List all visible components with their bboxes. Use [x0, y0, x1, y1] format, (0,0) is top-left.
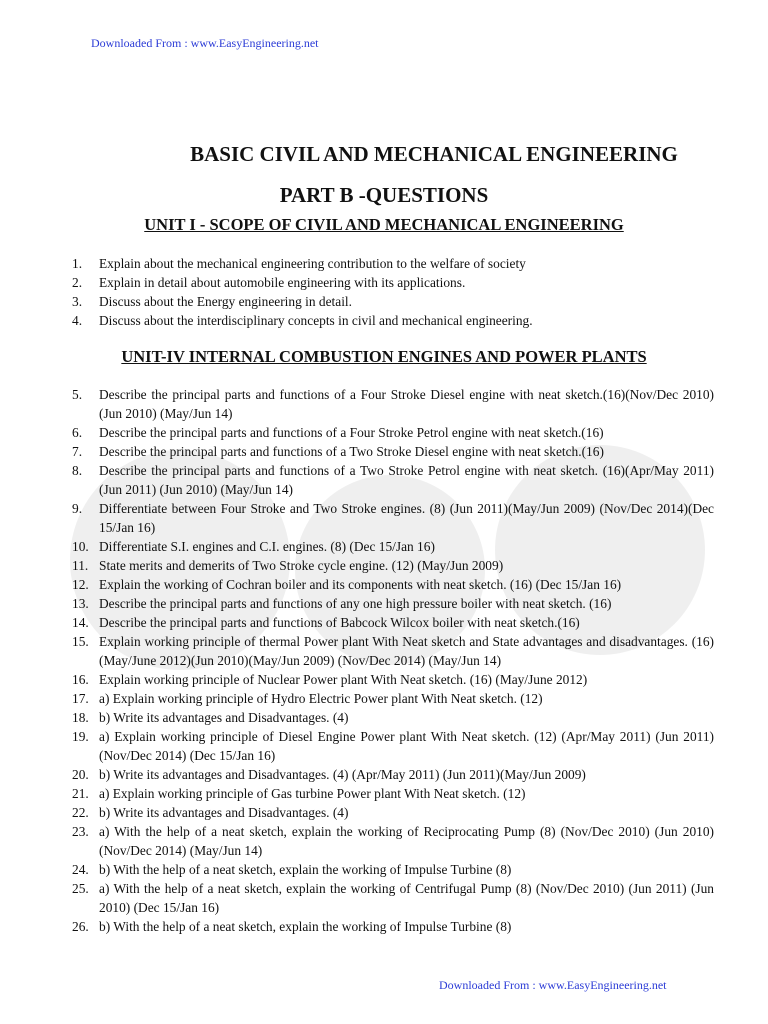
question-number: 23.: [72, 824, 89, 839]
question-number: 13.: [72, 596, 89, 611]
question-number: 3.: [72, 294, 83, 309]
question-text: b) With the help of a neat sketch, explain the working of Impulse Turbine (8): [99, 862, 512, 877]
question-number: 8.: [72, 463, 83, 478]
question-item: [72, 917, 714, 936]
question-number: 5.: [72, 387, 83, 402]
question-text: State merits and demerits of Two Stroke cycle engine. (12) (May/Jun 2009): [99, 558, 504, 573]
question-text: a) Explain working principle of Diesel Engine Power plant With Neat sketch. (12) (Apr/May 2011) (Jun 2011) (Nov/Dec 2014) (Dec 15/Jan 16): [99, 729, 714, 763]
question-text: b) Write its advantages and Disadvantages. (4) (Apr/May 2011) (Jun 2011)(May/Jun 2009): [99, 767, 586, 782]
question-number: 9.: [72, 501, 83, 516]
question-item: [72, 632, 714, 670]
question-item: [72, 254, 714, 273]
header-watermark[interactable]: Downloaded From : www.EasyEngineering.net: [91, 36, 319, 50]
question-text: Describe the principal parts and functions of a Two Stroke Petrol engine with neat sketch. (16)(Apr/May 2011)(Jun 2011) (Jun 2010) (May/Jun 14): [99, 463, 714, 497]
question-text: a) Explain working principle of Gas turbine Power plant With Neat sketch. (12): [99, 786, 526, 801]
question-text: Describe the principal parts and functions of Babcock Wilcox boiler with neat sketch.(16): [99, 615, 580, 630]
question-item: [72, 822, 714, 860]
part-title: PART B -QUESTIONS: [279, 183, 489, 207]
question-text: Describe the principal parts and functions of a Two Stroke Diesel engine with neat sketch.(16): [99, 444, 604, 459]
unit4-heading: UNIT-IV INTERNAL COMBUSTION ENGINES AND POWER PLANTS: [121, 347, 647, 366]
question-item: [72, 423, 714, 442]
question-item: [72, 765, 714, 784]
question-number: 7.: [72, 444, 83, 459]
question-text: Explain working principle of Nuclear Power plant With Neat sketch. (16) (May/June 2012): [99, 672, 588, 687]
question-number: 4.: [72, 313, 83, 328]
question-item: [72, 670, 714, 689]
question-item: [72, 575, 714, 594]
question-item: [72, 499, 714, 537]
question-number: 11.: [72, 558, 89, 573]
question-text: a) Explain working principle of Hydro Electric Power plant With Neat sketch. (12): [99, 691, 543, 706]
question-item: [72, 292, 714, 311]
unit1-heading: UNIT I - SCOPE OF CIVIL AND MECHANICAL ENGINEERING: [144, 215, 624, 234]
question-text: Describe the principal parts and functions of any one high pressure boiler with neat sketch. (16): [99, 596, 612, 611]
question-item: [72, 879, 714, 917]
question-text: a) With the help of a neat sketch, explain the working of Centrifugal Pump (8) (Nov/Dec 2010) (Jun 2011) (Jun 2010) (Dec 15/Jan 16): [99, 881, 714, 915]
question-number: 19.: [72, 729, 89, 744]
question-item: [72, 594, 714, 613]
question-text: b) Write its advantages and Disadvantages. (4): [99, 710, 349, 725]
question-item: [72, 273, 714, 292]
question-text: Discuss about the Energy engineering in detail.: [99, 294, 352, 309]
question-item: [72, 784, 714, 803]
question-item: [72, 461, 714, 499]
question-text: Explain working principle of thermal Power plant With Neat sketch and State advantages and disadvantages. (16) (May/June 2012)(Jun 2010)(May/Jun 2009) (Nov/Dec 2014) (May/Jun 14): [99, 634, 714, 668]
question-item: [72, 613, 714, 632]
question-text: b) Write its advantages and Disadvantages. (4): [99, 805, 349, 820]
question-number: 20.: [72, 767, 89, 782]
question-item: [72, 689, 714, 708]
question-number: 22.: [72, 805, 89, 820]
question-number: 18.: [72, 710, 89, 725]
question-item: [72, 708, 714, 727]
question-text: a) With the help of a neat sketch, explain the working of Reciprocating Pump (8) (Nov/Dec 2010) (Jun 2010) (Nov/Dec 2014) (May/Jun 14): [99, 824, 714, 858]
question-item: [72, 537, 714, 556]
question-text: Differentiate between Four Stroke and Two Stroke engines. (8) (Jun 2011)(May/Jun 2009) (Nov/Dec 2014)(Dec 15/Jan 16): [99, 501, 714, 535]
question-item: [72, 860, 714, 879]
unit1-question-list: [72, 254, 714, 330]
question-text: Describe the principal parts and functions of a Four Stroke Diesel engine with neat sketch.(16)(Nov/Dec 2010) (Jun 2010) (May/Jun 14): [99, 387, 714, 421]
question-item: [72, 311, 714, 330]
question-number: 10.: [72, 539, 89, 554]
question-number: 26.: [72, 919, 89, 934]
question-number: 2.: [72, 275, 83, 290]
question-number: 21.: [72, 786, 89, 801]
question-item: [72, 385, 714, 423]
question-number: 16.: [72, 672, 89, 687]
question-number: 24.: [72, 862, 89, 877]
question-number: 1.: [72, 256, 83, 271]
footer-watermark[interactable]: Downloaded From : www.EasyEngineering.net: [439, 978, 667, 992]
question-text: Differentiate S.I. engines and C.I. engines. (8) (Dec 15/Jan 16): [99, 539, 435, 554]
question-item: [72, 556, 714, 575]
question-number: 12.: [72, 577, 89, 592]
question-number: 17.: [72, 691, 89, 706]
question-text: Discuss about the interdisciplinary concepts in civil and mechanical engineering.: [99, 313, 533, 328]
question-number: 14.: [72, 615, 89, 630]
question-number: 6.: [72, 425, 83, 440]
unit4-question-list: [72, 385, 714, 936]
question-item: [72, 727, 714, 765]
page-title: BASIC CIVIL AND MECHANICAL ENGINEERING: [190, 142, 678, 166]
question-text: Explain in detail about automobile engineering with its applications.: [99, 275, 466, 290]
question-item: [72, 803, 714, 822]
question-item: [72, 442, 714, 461]
question-text: Explain about the mechanical engineering contribution to the welfare of society: [99, 256, 526, 271]
question-text: Explain the working of Cochran boiler and its components with neat sketch. (16) (Dec 15/Jan 16): [99, 577, 622, 592]
question-text: Describe the principal parts and functions of a Four Stroke Petrol engine with neat sketch.(16): [99, 425, 604, 440]
question-number: 25.: [72, 881, 89, 896]
question-number: 15.: [72, 634, 89, 649]
question-text: b) With the help of a neat sketch, explain the working of Impulse Turbine (8): [99, 919, 512, 934]
